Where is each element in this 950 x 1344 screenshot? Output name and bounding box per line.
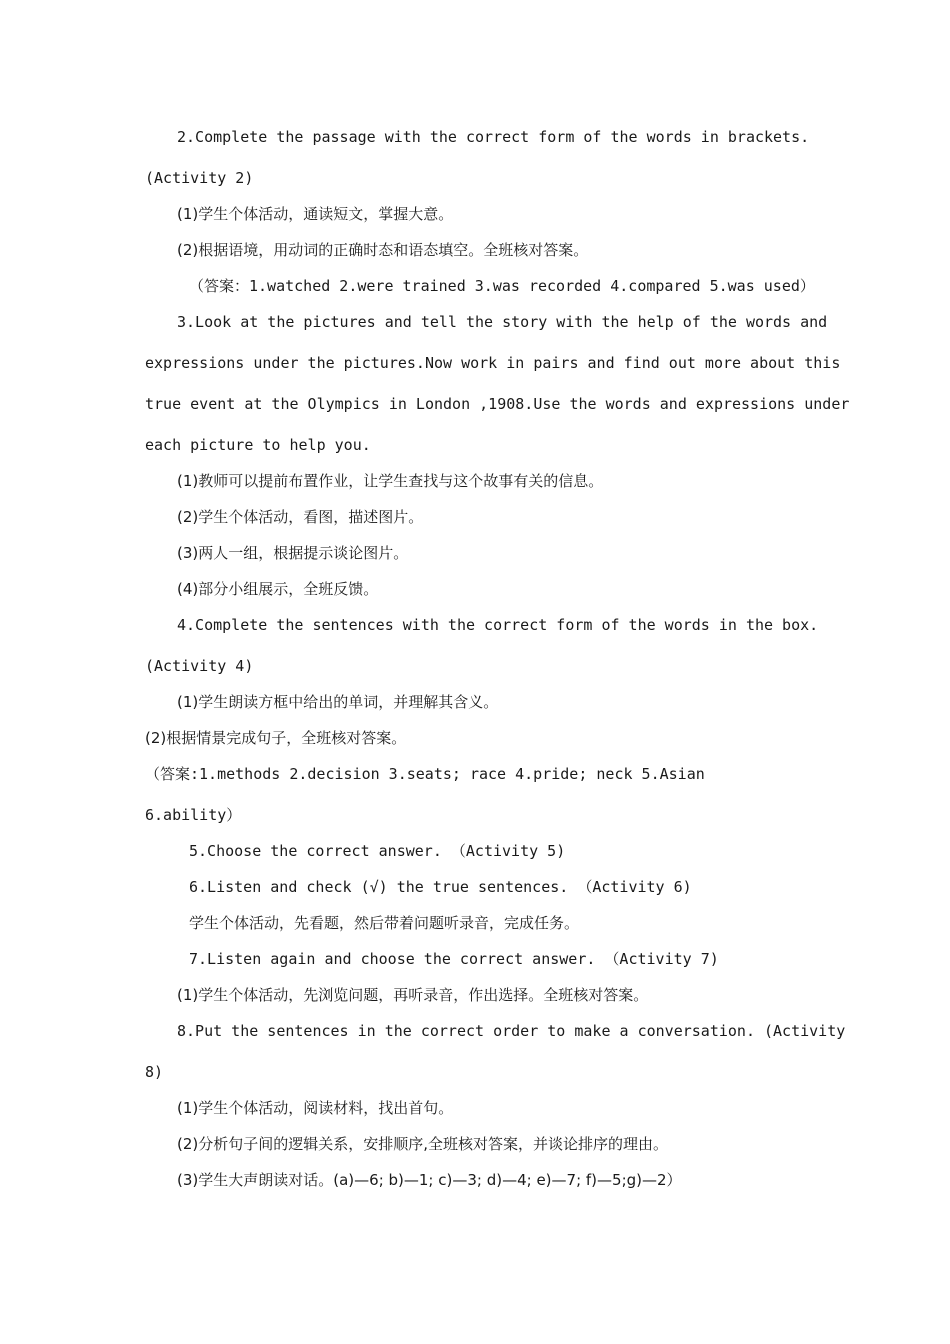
item-2-heading-cont: (Activity 2) [145, 169, 254, 187]
item-8-heading: 8.Put the sentences in the correct order to make a conversation. (Activity [177, 1022, 846, 1040]
item-8-step-1: (1)学生个体活动，阅读材料，找出首句。 [177, 1099, 454, 1117]
item-7-heading: 7.Listen again and choose the correct answer. （Activity 7) [189, 950, 719, 968]
item-7-step-1: (1)学生个体活动，先浏览问题，再听录音，作出选择。全班核对答案。 [177, 986, 649, 1004]
item-5-heading: 5.Choose the correct answer. （Activity 5) [189, 842, 566, 860]
item-2-step-1: (1)学生个体活动，通读短文，掌握大意。 [177, 205, 454, 223]
item-3-step-3: (3)两人一组，根据提示谈论图片。 [177, 544, 409, 562]
item-3-heading-cont-3: each picture to help you. [145, 436, 371, 454]
item-2-step-2: (2)根据语境，用动词的正确时态和语态填空。全班核对答案。 [177, 241, 589, 259]
item-8-step-3: (3)学生大声朗读对话。(a)—6; b)—1; c)—3; d)—4; e)—7; f)—5;g)—2） [177, 1171, 682, 1189]
item-8-heading-cont: 8) [145, 1063, 164, 1081]
item-4-step-1: (1)学生朗读方框中给出的单词，并理解其含义。 [177, 693, 499, 711]
item-6-step: 学生个体活动，先看题，然后带着问题听录音，完成任务。 [189, 914, 580, 932]
item-3-step-2: (2)学生个体活动，看图，描述图片。 [177, 508, 424, 526]
item-4-heading-cont: (Activity 4) [145, 657, 254, 675]
item-8-step-2: (2)分析句子间的逻辑关系，安排顺序,全班核对答案，并谈论排序的理由。 [177, 1135, 669, 1153]
item-2-answers: （答案：1.watched 2.were trained 3.was recorded 4.compared 5.was used） [189, 277, 815, 295]
item-3-step-4: (4)部分小组展示，全班反馈。 [177, 580, 379, 598]
item-3-step-1: (1)教师可以提前布置作业，让学生查找与这个故事有关的信息。 [177, 472, 604, 490]
item-4-answers: （答案:1.methods 2.decision 3.seats; race 4.pride; neck 5.Asian [145, 765, 705, 783]
item-3-heading-cont-1: expressions under the pictures.Now work in pairs and find out more about this [145, 354, 841, 372]
item-4-answers-cont: 6.ability） [145, 806, 242, 824]
item-4-step-2: (2)根据情景完成句子，全班核对答案。 [145, 729, 407, 747]
item-3-heading-cont-2: true event at the Olympics in London ,1908.Use the words and expressions under [145, 395, 850, 413]
item-6-heading: 6.Listen and check (√) the true sentences. （Activity 6) [189, 878, 692, 896]
item-2-heading: 2.Complete the passage with the correct form of the words in brackets. [177, 128, 810, 146]
item-4-heading: 4.Complete the sentences with the correct form of the words in the box. [177, 616, 819, 634]
item-3-heading: 3.Look at the pictures and tell the story with the help of the words and [177, 313, 828, 331]
